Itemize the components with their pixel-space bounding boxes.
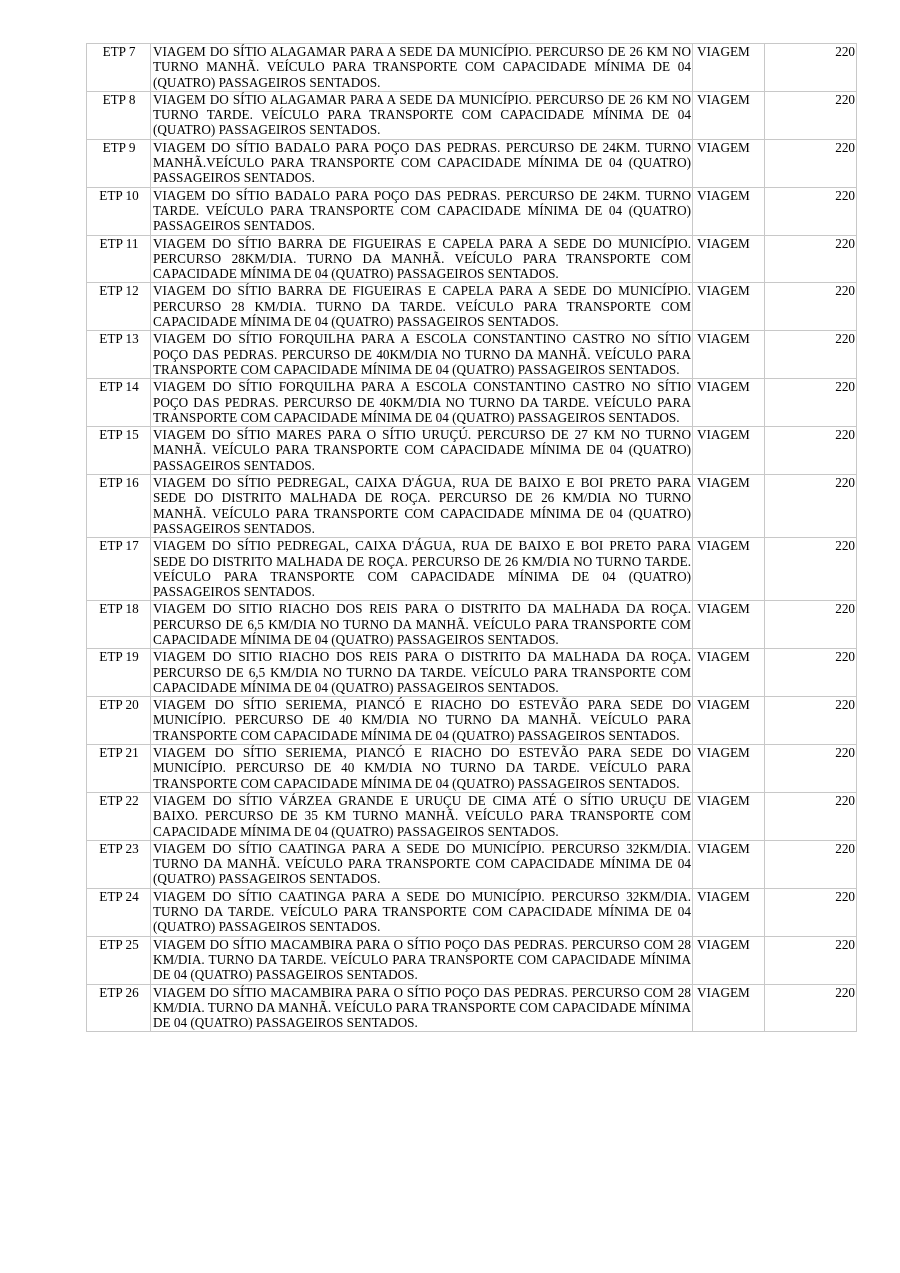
item-code-cell: ETP 7	[87, 44, 151, 92]
table-row	[87, 139, 857, 187]
item-code-cell: ETP 15	[87, 427, 151, 475]
item-quantity-cell: 220	[765, 331, 857, 379]
item-description-cell: VIAGEM DO SÍTIO BADALO PARA POÇO DAS PEDRAS. PERCURSO DE 24KM. TURNO TARDE. VEÍCULO PARA TRANSPORTE COM CAPACIDADE MÍNIMA DE 04 (QUATRO) PASSAGEIROS SENTADOS.	[151, 187, 693, 235]
item-description-cell: VIAGEM DO SÍTIO BADALO PARA POÇO DAS PEDRAS. PERCURSO DE 24KM. TURNO MANHÃ.VEÍCULO PARA TRANSPORTE COM CAPACIDADE MÍNIMA DE 04 (QUATRO) PASSAGEIROS SENTADOS.	[151, 139, 693, 187]
item-code-cell: ETP 16	[87, 475, 151, 538]
table-row	[87, 331, 857, 379]
item-unit-cell: VIAGEM	[693, 187, 765, 235]
item-unit-cell: VIAGEM	[693, 649, 765, 697]
item-code-cell: ETP 26	[87, 984, 151, 1032]
item-code-cell: ETP 20	[87, 697, 151, 745]
item-code-cell: ETP 8	[87, 91, 151, 139]
item-quantity-cell: 220	[765, 91, 857, 139]
item-code-cell: ETP 19	[87, 649, 151, 697]
table-row	[87, 936, 857, 984]
item-code-cell: ETP 14	[87, 379, 151, 427]
table-row	[87, 379, 857, 427]
table-row	[87, 283, 857, 331]
item-quantity-cell: 220	[765, 44, 857, 92]
item-description-cell: VIAGEM DO SÍTIO ALAGAMAR PARA A SEDE DA MUNICÍPIO. PERCURSO DE 26 KM NO TURNO MANHÃ. VEÍCULO PARA TRANSPORTE COM CAPACIDADE MÍNIMA DE 04 (QUATRO) PASSAGEIROS SENTADOS.	[151, 44, 693, 92]
item-unit-cell: VIAGEM	[693, 745, 765, 793]
item-quantity-cell: 220	[765, 475, 857, 538]
item-quantity-cell: 220	[765, 984, 857, 1032]
item-quantity-cell: 220	[765, 283, 857, 331]
item-description-cell: VIAGEM DO SÍTIO SERIEMA, PIANCÓ E RIACHO DO ESTEVÃO PARA SEDE DO MUNICÍPIO. PERCURSO DE 40 KM/DIA NO TURNO DA TARDE. VEÍCULO PARA TRANSPORTE COM CAPACIDADE MÍNIMA DE 04 (QUATRO) PASSAGEIROS SENTADOS.	[151, 745, 693, 793]
item-description-cell: VIAGEM DO SÍTIO FORQUILHA PARA A ESCOLA CONSTANTINO CASTRO NO SÍTIO POÇO DAS PEDRAS. PERCURSO DE 40KM/DIA NO TURNO DA TARDE. VEÍCULO PARA TRANSPORTE COM CAPACIDADE MÍNIMA DE 04 (QUATRO) PASSAGEIROS SENTADOS.	[151, 379, 693, 427]
item-description-cell: VIAGEM DO SITIO RIACHO DOS REIS PARA O DISTRITO DA MALHADA DA ROÇA. PERCURSO DE 6,5 KM/DIA NO TURNO DA MANHÃ. VEÍCULO PARA TRANSPORTE COM CAPACIDADE MÍNIMA DE 04 (QUATRO) PASSAGEIROS SENTADOS.	[151, 601, 693, 649]
item-code-cell: ETP 9	[87, 139, 151, 187]
item-unit-cell: VIAGEM	[693, 936, 765, 984]
table-row	[87, 649, 857, 697]
item-description-cell: VIAGEM DO SÍTIO BARRA DE FIGUEIRAS E CAPELA PARA A SEDE DO MUNICÍPIO. PERCURSO 28 KM/DIA. TURNO DA TARDE. VEÍCULO PARA TRANSPORTE COM CAPACIDADE MÍNIMA DE 04 (QUATRO) PASSAGEIROS SENTADOS.	[151, 283, 693, 331]
item-unit-cell: VIAGEM	[693, 379, 765, 427]
item-quantity-cell: 220	[765, 235, 857, 283]
item-description-cell: VIAGEM DO SÍTIO MACAMBIRA PARA O SÍTIO POÇO DAS PEDRAS. PERCURSO COM 28 KM/DIA. TURNO DA TARDE. VEÍCULO PARA TRANSPORTE COM CAPACIDADE MÍNIMA DE 04 (QUATRO) PASSAGEIROS SENTADOS.	[151, 936, 693, 984]
table-row	[87, 888, 857, 936]
item-quantity-cell: 220	[765, 745, 857, 793]
items-table	[86, 43, 857, 1032]
item-unit-cell: VIAGEM	[693, 283, 765, 331]
table-row	[87, 91, 857, 139]
item-code-cell: ETP 22	[87, 792, 151, 840]
item-description-cell: VIAGEM DO SÍTIO FORQUILHA PARA A ESCOLA CONSTANTINO CASTRO NO SÍTIO POÇO DAS PEDRAS. PERCURSO DE 40KM/DIA NO TURNO DA MANHÃ. VEÍCULO PARA TRANSPORTE COM CAPACIDADE MÍNIMA DE 04 (QUATRO) PASSAGEIROS SENTADOS.	[151, 331, 693, 379]
table-row	[87, 427, 857, 475]
item-quantity-cell: 220	[765, 139, 857, 187]
item-unit-cell: VIAGEM	[693, 538, 765, 601]
table-row	[87, 745, 857, 793]
item-code-cell: ETP 18	[87, 601, 151, 649]
item-quantity-cell: 220	[765, 187, 857, 235]
item-quantity-cell: 220	[765, 379, 857, 427]
item-description-cell: VIAGEM DO SÍTIO PEDREGAL, CAIXA D'ÁGUA, RUA DE BAIXO E BOI PRETO PARA SEDE DO DISTRITO MALHADA DE ROÇA. PERCURSO DE 26 KM/DIA NO TURNO TARDE. VEÍCULO PARA TRANSPORTE COM CAPACIDADE MÍNIMA DE 04 (QUATRO) PASSAGEIROS SENTADOS.	[151, 538, 693, 601]
item-quantity-cell: 220	[765, 538, 857, 601]
item-unit-cell: VIAGEM	[693, 697, 765, 745]
item-description-cell: VIAGEM DO SÍTIO SERIEMA, PIANCÓ E RIACHO DO ESTEVÃO PARA SEDE DO MUNICÍPIO. PERCURSO DE 40 KM/DIA NO TURNO DA MANHÃ. VEÍCULO PARA TRANSPORTE COM CAPACIDADE MÍNIMA DE 04 (QUATRO) PASSAGEIROS SENTADOS.	[151, 697, 693, 745]
table-row	[87, 840, 857, 888]
item-description-cell: VIAGEM DO SÍTIO PEDREGAL, CAIXA D'ÁGUA, RUA DE BAIXO E BOI PRETO PARA SEDE DO DISTRITO MALHADA DE ROÇA. PERCURSO DE 26 KM/DIA NO TURNO MANHÃ. VEÍCULO PARA TRANSPORTE COM CAPACIDADE MÍNIMA DE 04 (QUATRO) PASSAGEIROS SENTADOS.	[151, 475, 693, 538]
item-description-cell: VIAGEM DO SÍTIO VÁRZEA GRANDE E URUÇU DE CIMA ATÉ O SÍTIO URUÇU DE BAIXO. PERCURSO DE 35 KM TURNO MANHÃ. VEÍCULO PARA TRANSPORTE COM CAPACIDADE MÍNIMA DE 04 (QUATRO) PASSAGEIROS SENTADOS.	[151, 792, 693, 840]
item-quantity-cell: 220	[765, 649, 857, 697]
items-table-body	[87, 44, 857, 1032]
table-row	[87, 601, 857, 649]
item-code-cell: ETP 12	[87, 283, 151, 331]
item-description-cell: VIAGEM DO SÍTIO MACAMBIRA PARA O SÍTIO POÇO DAS PEDRAS. PERCURSO COM 28 KM/DIA. TURNO DA MANHÃ. VEÍCULO PARA TRANSPORTE COM CAPACIDADE MÍNIMA DE 04 (QUATRO) PASSAGEIROS SENTADOS.	[151, 984, 693, 1032]
item-code-cell: ETP 13	[87, 331, 151, 379]
item-description-cell: VIAGEM DO SÍTIO MARES PARA O SÍTIO URUÇÚ. PERCURSO DE 27 KM NO TURNO MANHÃ. VEÍCULO PARA TRANSPORTE COM CAPACIDADE MÍNIMA DE 04 (QUATRO) PASSAGEIROS SENTADOS.	[151, 427, 693, 475]
item-unit-cell: VIAGEM	[693, 792, 765, 840]
item-code-cell: ETP 24	[87, 888, 151, 936]
item-quantity-cell: 220	[765, 888, 857, 936]
item-description-cell: VIAGEM DO SITIO RIACHO DOS REIS PARA O DISTRITO DA MALHADA DA ROÇA. PERCURSO DE 6,5 KM/DIA NO TURNO DA TARDE. VEÍCULO PARA TRANSPORTE COM CAPACIDADE MÍNIMA DE 04 (QUATRO) PASSAGEIROS SENTADOS.	[151, 649, 693, 697]
item-quantity-cell: 220	[765, 936, 857, 984]
item-quantity-cell: 220	[765, 427, 857, 475]
table-row	[87, 538, 857, 601]
item-code-cell: ETP 11	[87, 235, 151, 283]
item-quantity-cell: 220	[765, 697, 857, 745]
item-code-cell: ETP 21	[87, 745, 151, 793]
item-unit-cell: VIAGEM	[693, 888, 765, 936]
table-row	[87, 792, 857, 840]
item-code-cell: ETP 17	[87, 538, 151, 601]
item-quantity-cell: 220	[765, 792, 857, 840]
item-description-cell: VIAGEM DO SÍTIO BARRA DE FIGUEIRAS E CAPELA PARA A SEDE DO MUNICÍPIO. PERCURSO 28KM/DIA. TURNO DA MANHÃ. VEÍCULO PARA TRANSPORTE COM CAPACIDADE MÍNIMA DE 04 (QUATRO) PASSAGEIROS SENTADOS.	[151, 235, 693, 283]
item-code-cell: ETP 10	[87, 187, 151, 235]
item-description-cell: VIAGEM DO SÍTIO CAATINGA PARA A SEDE DO MUNICÍPIO. PERCURSO 32KM/DIA. TURNO DA MANHÃ. VEÍCULO PARA TRANSPORTE COM CAPACIDADE MÍNIMA DE 04 (QUATRO) PASSAGEIROS SENTADOS.	[151, 840, 693, 888]
table-row	[87, 984, 857, 1032]
item-unit-cell: VIAGEM	[693, 601, 765, 649]
item-description-cell: VIAGEM DO SÍTIO CAATINGA PARA A SEDE DO MUNICÍPIO. PERCURSO 32KM/DIA. TURNO DA TARDE. VEÍCULO PARA TRANSPORTE COM CAPACIDADE MÍNIMA DE 04 (QUATRO) PASSAGEIROS SENTADOS.	[151, 888, 693, 936]
item-unit-cell: VIAGEM	[693, 91, 765, 139]
item-quantity-cell: 220	[765, 601, 857, 649]
item-quantity-cell: 220	[765, 840, 857, 888]
table-row	[87, 187, 857, 235]
item-unit-cell: VIAGEM	[693, 139, 765, 187]
table-row	[87, 697, 857, 745]
item-unit-cell: VIAGEM	[693, 427, 765, 475]
item-unit-cell: VIAGEM	[693, 331, 765, 379]
item-description-cell: VIAGEM DO SÍTIO ALAGAMAR PARA A SEDE DA MUNICÍPIO. PERCURSO DE 26 KM NO TURNO TARDE. VEÍCULO PARA TRANSPORTE COM CAPACIDADE MÍNIMA DE 04 (QUATRO) PASSAGEIROS SENTADOS.	[151, 91, 693, 139]
item-unit-cell: VIAGEM	[693, 44, 765, 92]
item-code-cell: ETP 25	[87, 936, 151, 984]
item-unit-cell: VIAGEM	[693, 235, 765, 283]
item-unit-cell: VIAGEM	[693, 984, 765, 1032]
table-row	[87, 44, 857, 92]
table-row	[87, 235, 857, 283]
item-unit-cell: VIAGEM	[693, 840, 765, 888]
item-unit-cell: VIAGEM	[693, 475, 765, 538]
item-code-cell: ETP 23	[87, 840, 151, 888]
table-row	[87, 475, 857, 538]
